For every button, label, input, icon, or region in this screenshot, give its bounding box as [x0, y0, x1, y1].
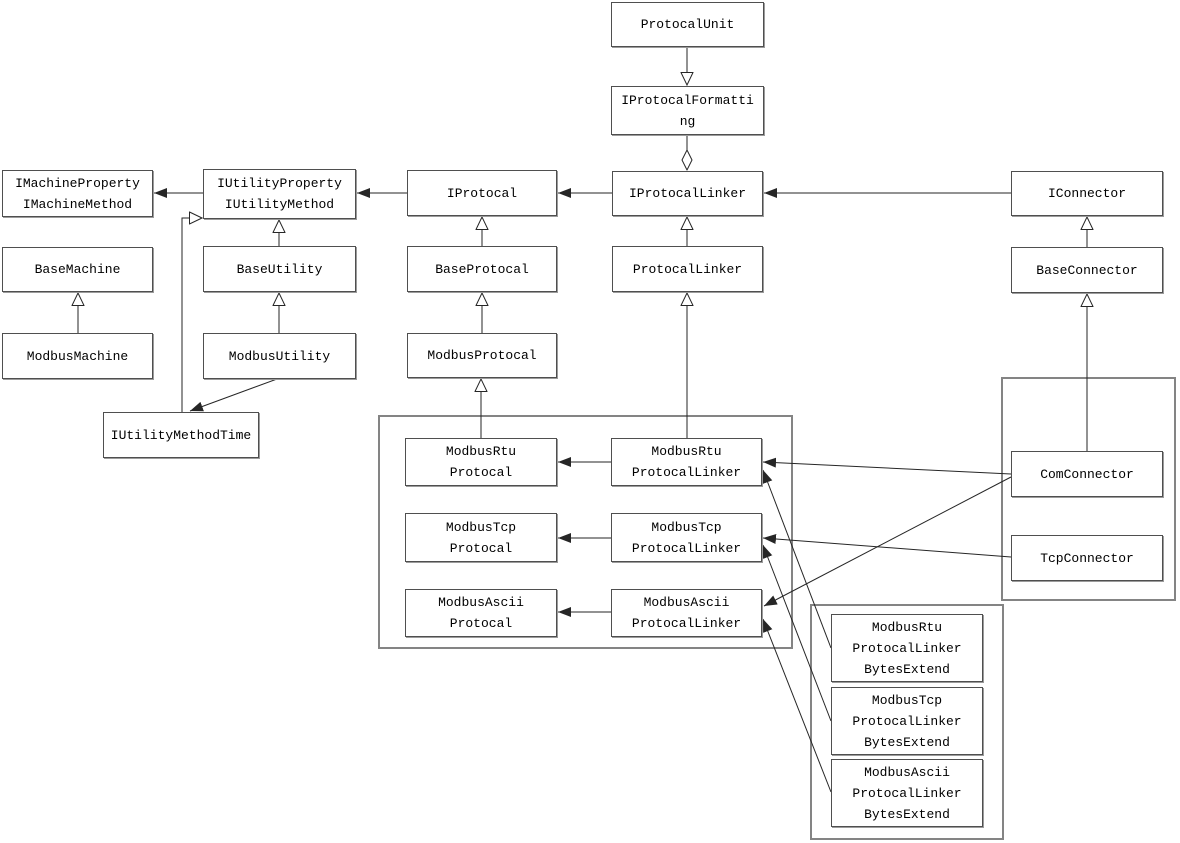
node-modbus-utility[interactable] — [203, 333, 356, 379]
edge-tcp-connector-modbus-tcp-protocal-linker — [763, 538, 1011, 557]
node-label: ModbusTcp — [445, 519, 517, 535]
node-label: BaseConnector — [1036, 262, 1138, 278]
node-com-connector[interactable] — [1011, 451, 1163, 497]
node-label: Protocal — [449, 616, 513, 631]
node-label: BytesExtend — [864, 806, 950, 822]
node-label: IProtocalLinker — [628, 186, 747, 201]
node-tcp-connector[interactable] — [1011, 535, 1163, 581]
edge-modbus-ascii-protocal-linker-bytes-extend-modbus-ascii-protocal-linker — [763, 619, 831, 792]
edge-iutility-method-time-iutility-property — [182, 218, 202, 412]
node-label: IConnector — [1047, 186, 1126, 201]
edge-modbus-utility-iutility-method-time — [190, 379, 277, 411]
node-modbus-rtu-protocal[interactable] — [405, 438, 557, 486]
node-label: ProtocalLinker — [852, 785, 962, 801]
node-label: ModbusMachine — [26, 348, 129, 364]
node-label: ModbusRtu — [871, 619, 943, 635]
node-iprotocal-linker[interactable] — [612, 171, 763, 216]
node-protocal-linker[interactable] — [612, 246, 763, 292]
node-label: IMachineMethod — [22, 196, 133, 212]
node-label: BytesExtend — [864, 734, 950, 750]
node-modbus-ascii-protocal[interactable] — [405, 589, 557, 637]
node-label: ProtocalLinker — [631, 616, 742, 631]
node-label: ModbusAscii — [864, 764, 950, 780]
node-label: BytesExtend — [864, 661, 950, 677]
node-base-protocal[interactable] — [407, 246, 557, 292]
node-label: ProtocalLinker — [631, 540, 742, 556]
node-iutility-method-time[interactable] — [103, 412, 259, 458]
node-label: ComConnector — [1040, 466, 1134, 482]
node-label: BaseUtility — [236, 261, 323, 277]
node-modbus-tcp-protocal-linker[interactable] — [611, 513, 762, 562]
node-modbus-rtu-protocal-linker[interactable] — [611, 438, 762, 486]
node-label: ModbusTcp — [651, 519, 722, 535]
node-label: ModbusAscii — [438, 595, 524, 610]
edge-modbus-rtu-protocal-linker-bytes-extend-modbus-rtu-protocal-linker — [763, 470, 831, 648]
node-label: ModbusUtility — [228, 348, 331, 364]
edge-modbus-tcp-protocal-linker-bytes-extend-modbus-tcp-protocal-linker — [763, 545, 831, 721]
node-label: BaseProtocal — [435, 261, 529, 277]
node-modbus-ascii-protocal-linker-bytes-extend[interactable] — [831, 759, 983, 827]
node-iutility-property[interactable] — [203, 169, 356, 219]
node-base-utility[interactable] — [203, 246, 356, 292]
node-label: Protocal — [449, 540, 513, 556]
node-iprotocal[interactable] — [407, 170, 557, 216]
node-label: TcpConnector — [1040, 550, 1134, 566]
node-label: ProtocalLinker — [852, 713, 962, 729]
node-label: ProtocalUnit — [640, 17, 735, 32]
node-imachine-property[interactable] — [2, 170, 153, 217]
node-label: ng — [679, 113, 696, 129]
node-modbus-tcp-protocal-linker-bytes-extend[interactable] — [831, 687, 983, 755]
node-label: ModbusRtu — [651, 444, 722, 459]
node-label: BaseMachine — [34, 262, 121, 277]
node-label: ModbusRtu — [445, 444, 517, 459]
node-label: IProtocal — [446, 185, 518, 201]
node-iconnector[interactable] — [1011, 171, 1163, 216]
edge-com-connector-modbus-ascii-protocal-linker — [764, 477, 1011, 606]
node-iprotocal-formatting[interactable] — [611, 86, 764, 135]
node-modbus-tcp-protocal[interactable] — [405, 513, 557, 562]
edge-com-connector-modbus-rtu-protocal-linker — [763, 462, 1011, 474]
node-protocal-unit[interactable] — [611, 2, 764, 47]
node-label: ProtocalLinker — [852, 640, 962, 656]
node-label: ModbusAscii — [643, 595, 730, 610]
node-label: ProtocalLinker — [632, 261, 743, 277]
node-label: IMachineProperty — [15, 175, 140, 191]
node-label: IUtilityMethod — [224, 197, 335, 212]
node-label: ProtocalLinker — [631, 465, 742, 480]
node-base-machine[interactable] — [2, 247, 153, 292]
node-modbus-protocal[interactable] — [407, 333, 557, 378]
node-modbus-rtu-protocal-linker-bytes-extend[interactable] — [831, 614, 983, 682]
node-label: IProtocalFormatti — [621, 92, 754, 108]
node-modbus-machine[interactable] — [2, 333, 153, 379]
node-label: IUtilityProperty — [217, 176, 342, 191]
node-label: ModbusTcp — [871, 692, 943, 708]
node-label: ModbusProtocal — [427, 348, 537, 363]
node-modbus-ascii-protocal-linker[interactable] — [611, 589, 762, 637]
node-label: Protocal — [449, 465, 513, 480]
node-base-connector[interactable] — [1011, 247, 1163, 293]
node-label: IUtilityMethodTime — [110, 427, 252, 443]
